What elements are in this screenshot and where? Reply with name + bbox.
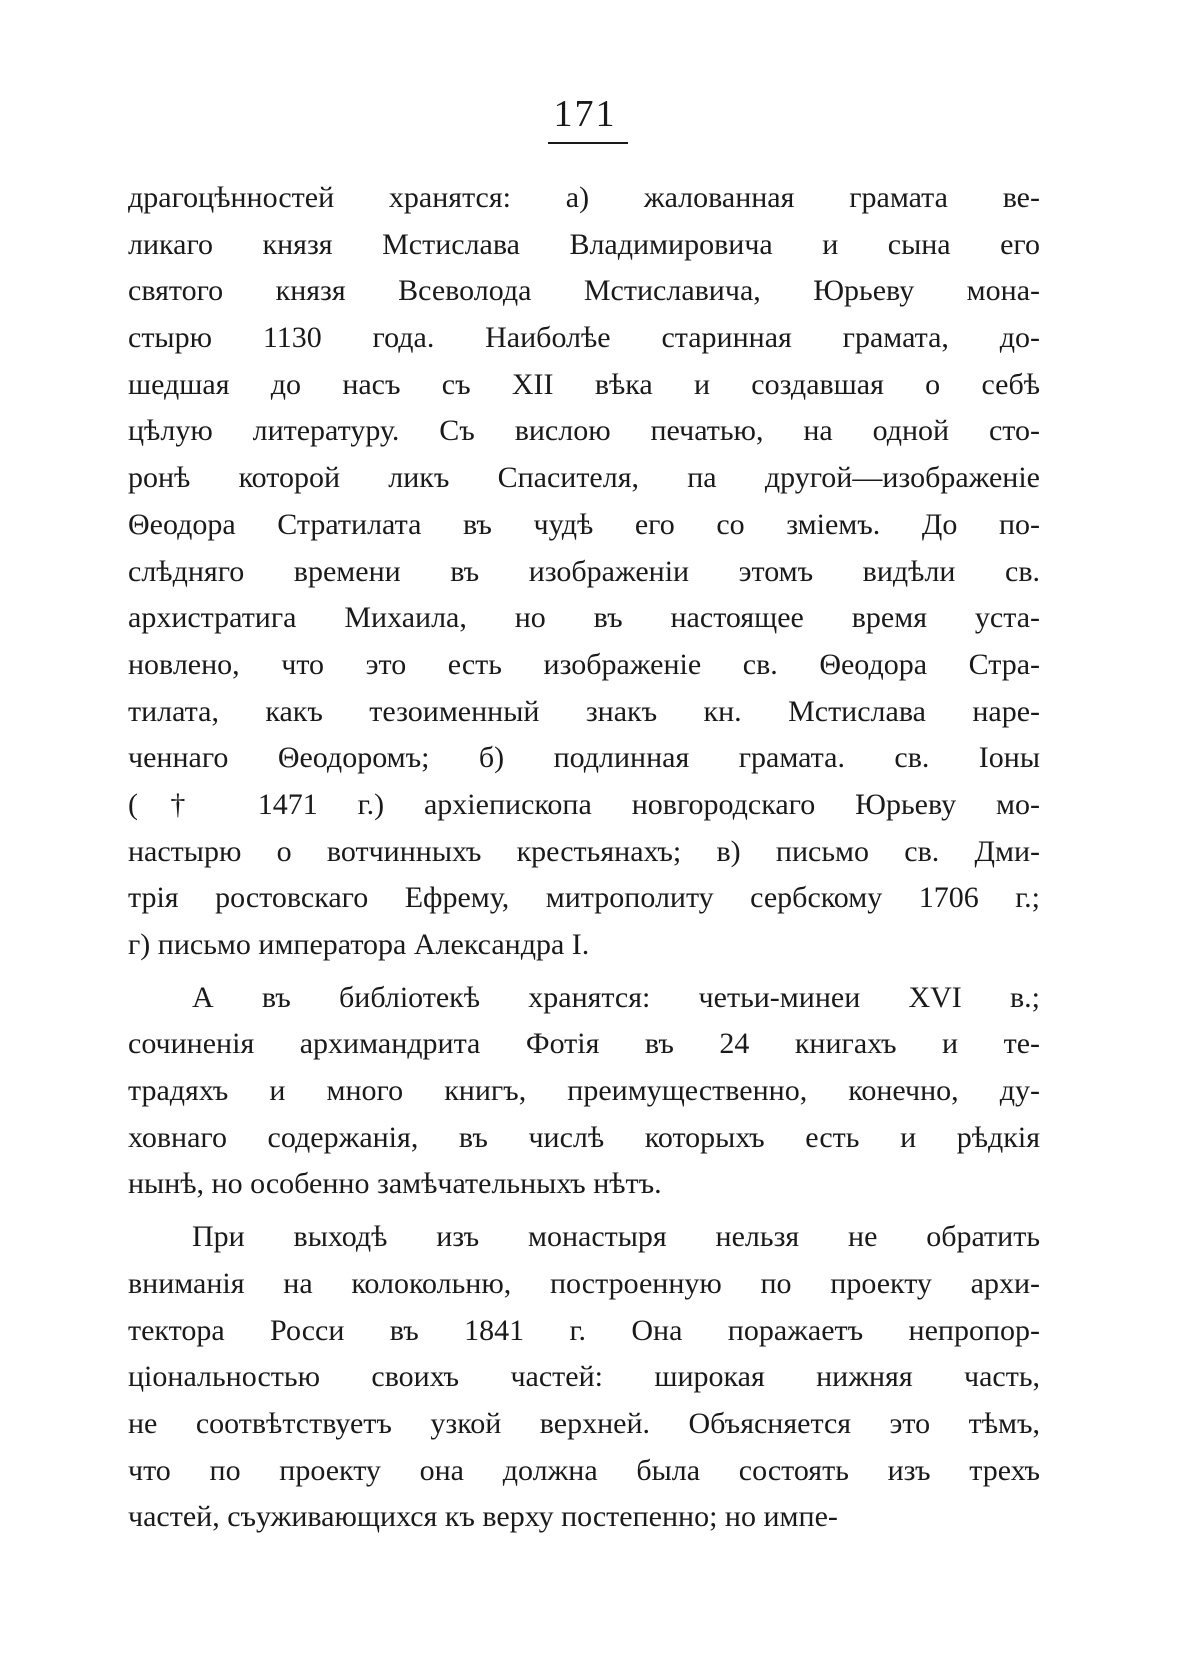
- text-line: архистратига Михаила, но въ настоящее время уста-: [128, 601, 1040, 635]
- text-line: трія ростовскаго Ефрему, митрополиту сербскому 1706 г.;: [128, 881, 1040, 915]
- text-line: что по проекту она должна была состоять изъ трехъ: [128, 1453, 1040, 1487]
- text-line: новлено, что это есть изображеніе св. Θеодора Стра-: [128, 647, 1040, 681]
- text-line: ченнаго Θеодоромъ; б) подлинная грамата. св. Іоны: [128, 741, 1040, 775]
- text-line: настырю о вотчинныхъ крестьянахъ; в) письмо св. Дми-: [128, 834, 1040, 868]
- text-line: тилата, какъ тезоименный знакъ кн. Мстислава наре-: [128, 694, 1040, 728]
- text-line: драгоцѣнностей хранятся: а) жалованная грамата ве-: [128, 181, 1040, 214]
- text-line: ціональностью своихъ частей: широкая нижняя часть,: [128, 1360, 1040, 1394]
- page-number-rule: [548, 142, 628, 144]
- text-line: ронѣ которой ликъ Спасителя, па другой—изображеніе: [128, 461, 1040, 495]
- text-line: При выходѣ изъ монастыря нельзя не обратить: [192, 1220, 1040, 1254]
- text-line: слѣдняго времени въ изображеніи этомъ видѣли св.: [128, 554, 1040, 588]
- text-line: шедшая до насъ съ XII вѣка и создавшая о себѣ: [128, 367, 1040, 401]
- text-line: не соотвѣтствуетъ узкой верхней. Объясняется это тѣмъ,: [128, 1406, 1040, 1440]
- paragraph: [128, 175, 1040, 969]
- text-line: ховнаго содержанія, въ числѣ которыхъ есть и рѣдкія: [128, 1120, 1040, 1154]
- text-line: вниманія на колокольню, построенную по проекту архи-: [128, 1266, 1040, 1300]
- text-line: частей, съуживающихся къ верху постепенно; но импе-: [128, 1500, 838, 1534]
- page-number: 171: [553, 93, 617, 135]
- text-line: нынѣ, но особенно замѣчательныхъ нѣтъ.: [128, 1167, 662, 1201]
- text-line: цѣлую литературу. Съ вислою печатью, на одной сто-: [128, 414, 1040, 448]
- text-line: А въ библіотекѣ хранятся: четьи-минеи XVI в.;: [192, 980, 1040, 1014]
- text-line: стырю 1130 года. Наиболѣе старинная грамата, до-: [128, 321, 1040, 355]
- text-line: ликаго князя Мстислава Владимировича и сына его: [128, 227, 1040, 261]
- text-line: сочиненія архимандрита Фотія въ 24 книгахъ и те-: [128, 1027, 1040, 1061]
- text-line: традяхъ и много книгъ, преимущественно, конечно, ду-: [128, 1074, 1040, 1108]
- text-line: тектора Росси въ 1841 г. Она поражаетъ непропор-: [128, 1313, 1040, 1347]
- text-line: († 1471 г.) архіепископа новгородскаго Юрьеву мо-: [128, 787, 1040, 821]
- text-line: г) письмо императора Александра I.: [128, 928, 590, 961]
- text-line: святого князя Всеволода Мстиславича, Юрьеву мона-: [128, 274, 1040, 308]
- text-line: Θеодора Стратилата въ чудѣ его со зміемъ. До по-: [128, 507, 1040, 541]
- body-text: [128, 175, 1040, 1541]
- paragraph: [128, 1214, 1040, 1541]
- paragraph: [128, 975, 1040, 1208]
